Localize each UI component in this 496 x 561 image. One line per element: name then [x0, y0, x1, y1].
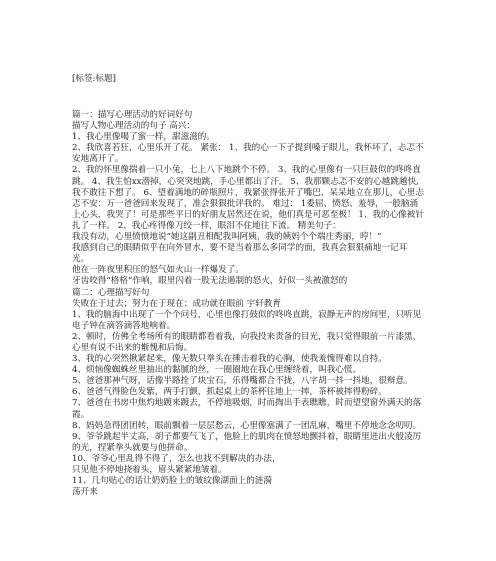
tag-line: [标签:标题]: [72, 74, 116, 84]
paragraph: 牙齿咬得“格格”作响，眼里闪着一股无法遏制的怒火，好似一头被激怒的: [72, 276, 348, 287]
list-item: 只见他不停地挠着头，眉头紧紧地皱着。: [72, 465, 227, 475]
paragraph: 他在一阵夜里积压的怒气如火山一样爆发了。: [72, 265, 244, 276]
list-item: 10、爷爷心里乱得不得了，怎么也找不到解决的办法，: [72, 453, 281, 464]
list-item: 7、爸爸在书房中焦灼地踱来踱去，不停地吸烟，时而掏出手表瞧瞧，时而望望窗外满天的落霞。: [72, 398, 422, 420]
paragraph: 2、我欣喜若狂，心里乐开了花。 紧张： 1、我的心一下子提到嗓子眼儿，我怀坏了，忐忑不安地离开了。: [72, 143, 424, 165]
document-body: [72, 110, 424, 498]
paragraph: 1、我心里像喝了蜜一样，甜滋滋的。: [72, 132, 215, 143]
list-item: 8、妈妈急得团团转，眼前飘着一层层愁云，心里像塞满了一团乱麻，嘴里不停地念念叨叨。: [72, 420, 422, 431]
heading-part-2: 篇二：心理描写好句: [72, 287, 150, 298]
list-item: 6、爸爸气得脸色发紫，两手打颤，抓起桌上的茶杯往地上一摔，茶杯被摔得粉碎。: [72, 387, 387, 398]
paragraph: 2、我的怀里像揣着一只小兔，七上八下地跳个不停。 3、我的心里像有一只巨鼓似的咚咚直跳。 4、我生怕xx潜掉，心突突地跳，手心里都出了汗。 5、我那颗忐忑不安的心越跳越快,我不敢往下想了。 6、望着满地的碎瓶照片，我紧张得张开了嘴巴，呆呆地立在那儿，心里忐忑不安：万一爸爸回来发现了，准会狠狠批评我的。 难过： 1委屈、愤怒、羞辱，一般脑涌上心头，我哭了！可是那些平日的好朋友居然还在说，他们真是可恶至极！ 1、我的心像被针扎了一样。 2、我心疼得像刀绞一样，眼泪不住地往下流。 精美句子：: [72, 165, 424, 231]
heading-part-1: 篇一：描写心理活动的好词好句: [72, 110, 193, 120]
list-item: 3、我的心突然揪紧起来，像无数只拳头在捶击着我的心胸，使我羞愧得难以自持。: [72, 354, 387, 365]
paragraph: 我没有动，心里愤愤地说“她这副丑相配我叫阿姨，我的姨妈个个端庄秀丽，哼！”: [72, 232, 382, 243]
list-item: 11、几句贴心的话让奶奶脸上的皱纹像湖面上的涟漪: [72, 476, 272, 487]
list-item: 9、爷爷跳起半丈高，胡子都要气飞了，他脸上的肌肉在愤怒地颤抖着，眼睛里迸出火般凌厉的光，捏紧拳头就要与他拼命。: [72, 431, 422, 453]
list-item: 2、顿时，仿佛全考场所有的眼睛都看着我，向我投来责备的目光，我只觉得眼前一片漆黑，心里有说不出来的惭愧和后悔。: [72, 331, 422, 353]
list-item: 4、烦恼像蜘蛛丝里抽出的黏腻的丝，一圈圈地在我心里缠绕着，叫我心慌。: [72, 365, 362, 376]
paragraph: 我感到自己的眼睛似乎在向外冒水，要不是当着那么多同学的面，我真会狠狠痛地一记耳光。: [72, 243, 408, 265]
list-item: 1、我的脑海中出现了一个个问号，心里也像打鼓似的咚咚直跳，寂静无声的房间里，只听见电子钟在滴答滴答地响着。: [72, 309, 422, 331]
list-item: 荡开来: [72, 487, 98, 498]
list-item: 5、爸爸那神气呀，话像半路拴了块宝石，乐得嘴都合不拢，八字胡一抖一抖地，很辩意。: [72, 376, 413, 387]
paragraph: 失败在于过去；努力在于现在；成功就在眼前 宇轩教育: [72, 298, 281, 309]
paragraph: 描写人物心理活动的句子 高兴：: [72, 121, 196, 132]
